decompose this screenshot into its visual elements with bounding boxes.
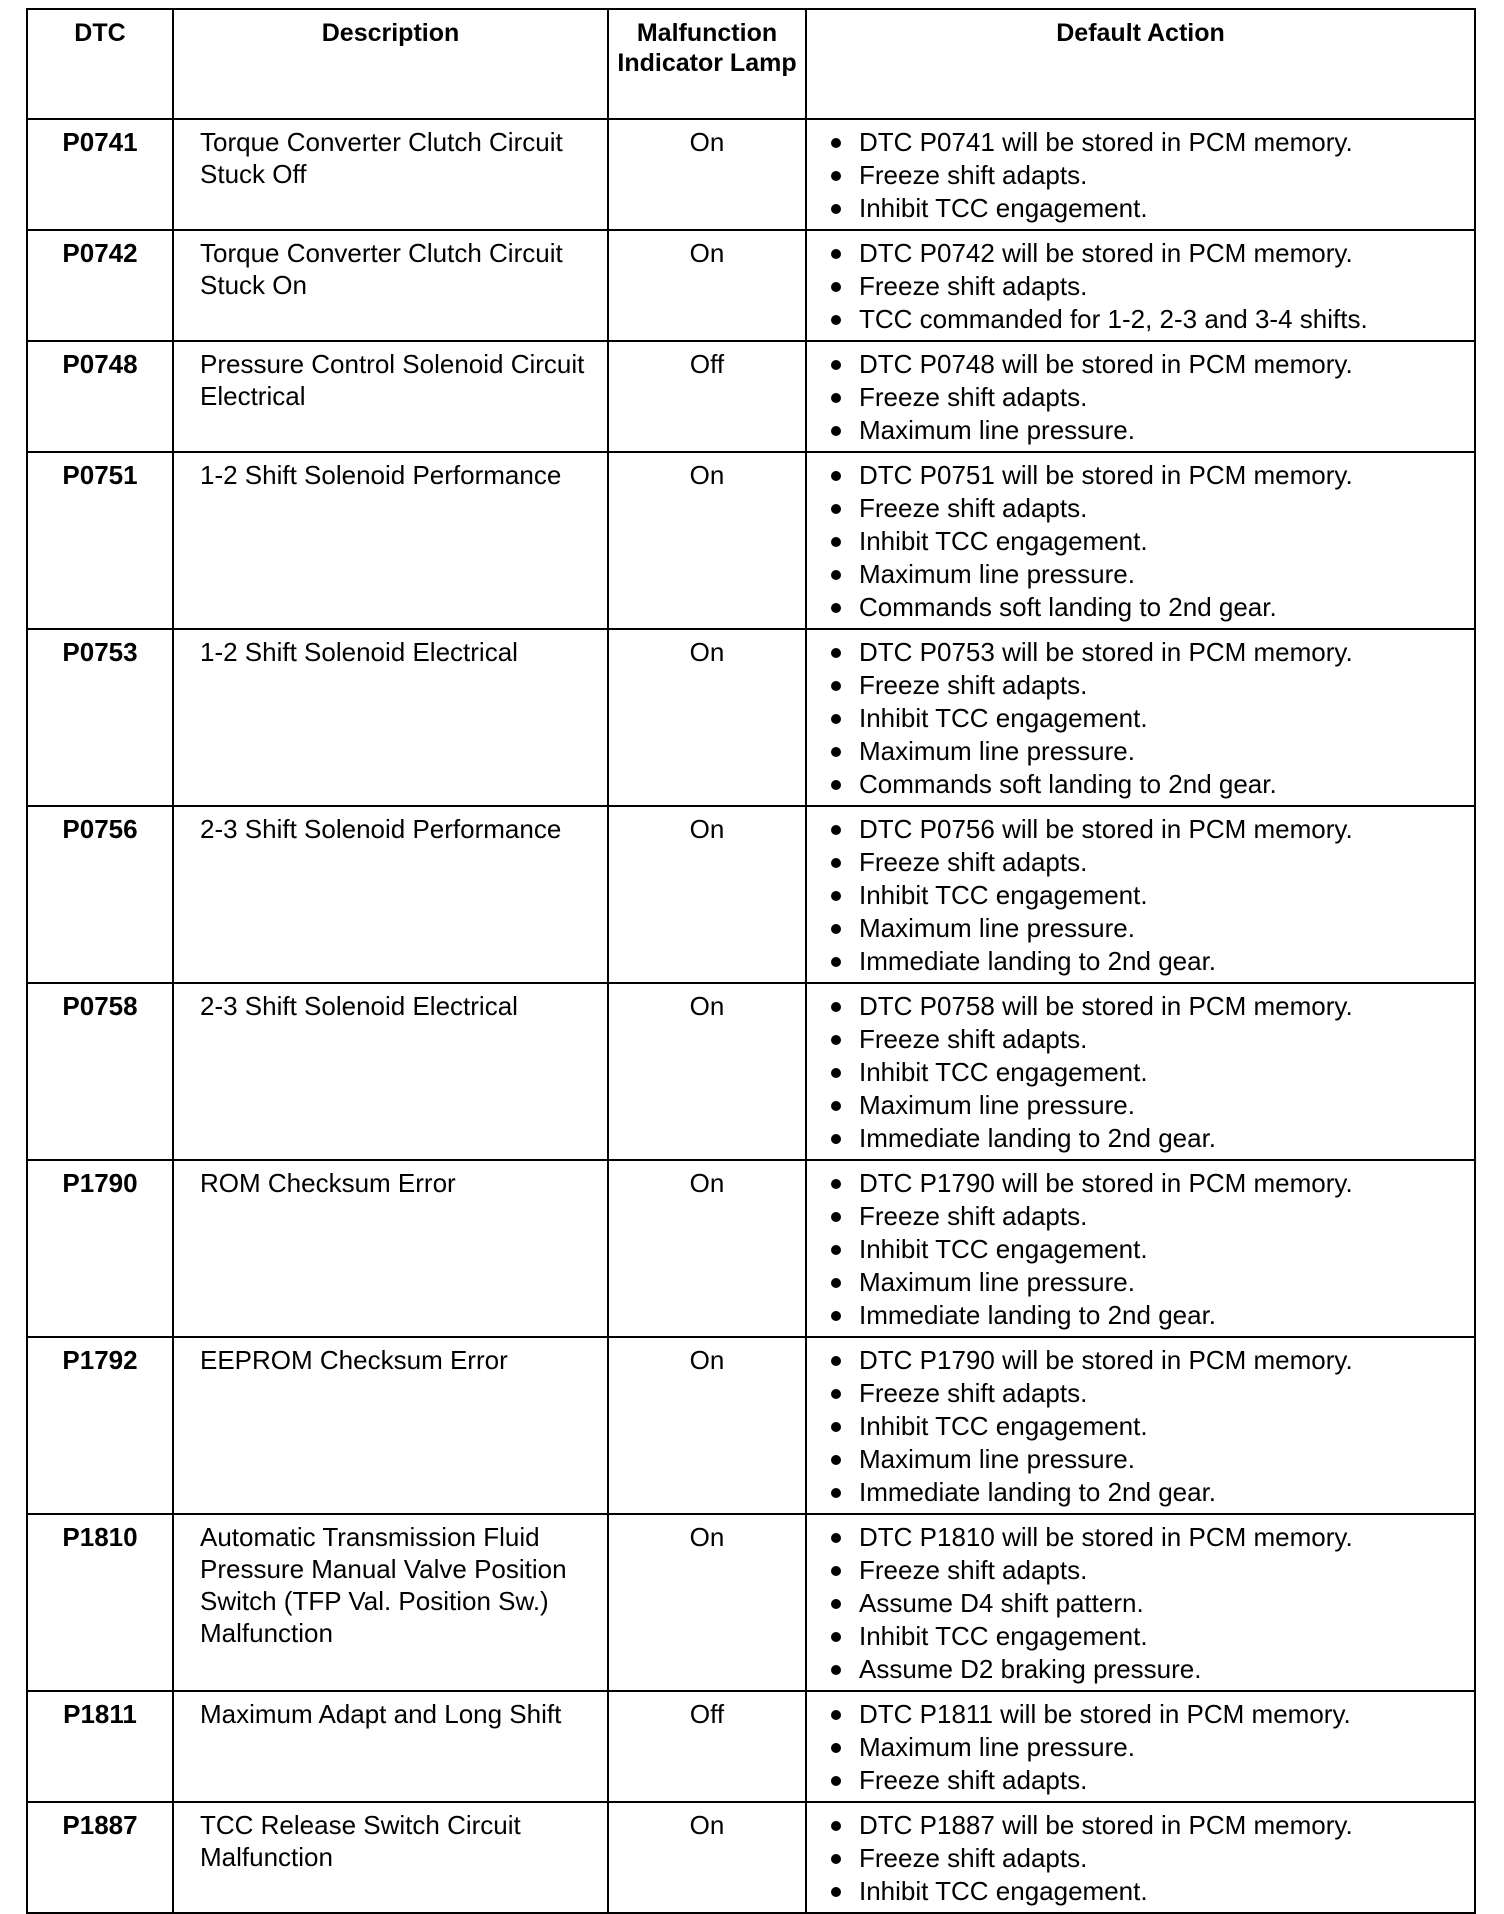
header-dtc: DTC xyxy=(27,9,173,119)
action-item xyxy=(829,735,1464,768)
action-item xyxy=(829,1167,1464,1200)
action-text: Maximum line pressure. xyxy=(859,913,1135,943)
bullet-icon xyxy=(831,1035,841,1045)
mil-status: On xyxy=(608,452,806,629)
table-row xyxy=(27,230,1475,341)
bullet-icon xyxy=(831,1887,841,1897)
bullet-icon xyxy=(831,780,841,790)
action-text: Maximum line pressure. xyxy=(859,1444,1135,1474)
action-list xyxy=(829,459,1464,624)
action-text: Immediate landing to 2nd gear. xyxy=(859,1477,1217,1507)
bullet-icon xyxy=(831,957,841,967)
bullet-icon xyxy=(831,426,841,436)
bullet-icon xyxy=(831,393,841,403)
bullet-icon xyxy=(831,747,841,757)
action-text: Immediate landing to 2nd gear. xyxy=(859,1300,1217,1330)
bullet-icon xyxy=(831,858,841,868)
bullet-icon xyxy=(831,1179,841,1189)
action-text: Inhibit TCC engagement. xyxy=(859,1621,1148,1651)
action-item xyxy=(829,912,1464,945)
header-default-action: Default Action xyxy=(806,9,1475,119)
table-body xyxy=(27,119,1475,1913)
table-row xyxy=(27,1514,1475,1691)
action-text: Immediate landing to 2nd gear. xyxy=(859,1123,1217,1153)
action-text: Inhibit TCC engagement. xyxy=(859,1876,1148,1906)
bullet-icon xyxy=(831,1533,841,1543)
dtc-code: P0758 xyxy=(27,983,173,1160)
action-text: Freeze shift adapts. xyxy=(859,160,1088,190)
action-text: Assume D2 braking pressure. xyxy=(859,1654,1202,1684)
bullet-icon xyxy=(831,1632,841,1642)
action-text: Maximum line pressure. xyxy=(859,736,1135,766)
action-item xyxy=(829,591,1464,624)
header-description: Description xyxy=(173,9,608,119)
bullet-icon xyxy=(831,1278,841,1288)
action-item xyxy=(829,1620,1464,1653)
action-item xyxy=(829,945,1464,978)
bullet-icon xyxy=(831,924,841,934)
action-item xyxy=(829,1842,1464,1875)
bullet-icon xyxy=(831,1311,841,1321)
action-item xyxy=(829,1023,1464,1056)
header-mil: Malfunction Indicator Lamp xyxy=(608,9,806,119)
action-item xyxy=(829,1233,1464,1266)
action-text: Freeze shift adapts. xyxy=(859,1024,1088,1054)
dtc-description: Pressure Control Solenoid Circuit Electrical xyxy=(173,341,608,452)
action-item xyxy=(829,126,1464,159)
action-text: Freeze shift adapts. xyxy=(859,382,1088,412)
action-item xyxy=(829,702,1464,735)
bullet-icon xyxy=(831,1665,841,1675)
bullet-icon xyxy=(831,648,841,658)
dtc-code: P0756 xyxy=(27,806,173,983)
action-item xyxy=(829,768,1464,801)
default-action-cell xyxy=(806,452,1475,629)
table-header xyxy=(27,9,1475,119)
action-text: DTC P0756 will be stored in PCM memory. xyxy=(859,814,1353,844)
table-row xyxy=(27,1337,1475,1514)
mil-status: On xyxy=(608,983,806,1160)
action-list xyxy=(829,636,1464,801)
mil-status: On xyxy=(608,1337,806,1514)
action-text: DTC P1790 will be stored in PCM memory. xyxy=(859,1345,1353,1375)
action-text: Immediate landing to 2nd gear. xyxy=(859,946,1217,976)
action-item xyxy=(829,1809,1464,1842)
default-action-cell xyxy=(806,1337,1475,1514)
action-item xyxy=(829,159,1464,192)
table-row xyxy=(27,983,1475,1160)
action-text: Freeze shift adapts. xyxy=(859,271,1088,301)
action-text: DTC P0758 will be stored in PCM memory. xyxy=(859,991,1353,1021)
bullet-icon xyxy=(831,171,841,181)
dtc-code: P0742 xyxy=(27,230,173,341)
action-item xyxy=(829,813,1464,846)
bullet-icon xyxy=(831,504,841,514)
action-item xyxy=(829,1443,1464,1476)
action-item xyxy=(829,879,1464,912)
action-text: Maximum line pressure. xyxy=(859,559,1135,589)
dtc-description: 2-3 Shift Solenoid Performance xyxy=(173,806,608,983)
action-item xyxy=(829,636,1464,669)
action-list xyxy=(829,990,1464,1155)
bullet-icon xyxy=(831,1455,841,1465)
action-item xyxy=(829,1875,1464,1908)
action-item xyxy=(829,1089,1464,1122)
action-item xyxy=(829,1653,1464,1686)
action-item xyxy=(829,270,1464,303)
bullet-icon xyxy=(831,1356,841,1366)
action-item xyxy=(829,669,1464,702)
action-item xyxy=(829,192,1464,225)
bullet-icon xyxy=(831,1599,841,1609)
action-text: Assume D4 shift pattern. xyxy=(859,1588,1144,1618)
action-item xyxy=(829,1344,1464,1377)
bullet-icon xyxy=(831,1245,841,1255)
default-action-cell xyxy=(806,1802,1475,1913)
bullet-icon xyxy=(831,1134,841,1144)
bullet-icon xyxy=(831,825,841,835)
action-text: Inhibit TCC engagement. xyxy=(859,703,1148,733)
mil-status: On xyxy=(608,1160,806,1337)
action-text: Freeze shift adapts. xyxy=(859,493,1088,523)
action-item xyxy=(829,303,1464,336)
dtc-description: 1-2 Shift Solenoid Performance xyxy=(173,452,608,629)
action-item xyxy=(829,1521,1464,1554)
action-list xyxy=(829,813,1464,978)
bullet-icon xyxy=(831,1566,841,1576)
default-action-cell xyxy=(806,1160,1475,1337)
action-item xyxy=(829,1731,1464,1764)
dtc-code: P1887 xyxy=(27,1802,173,1913)
action-text: Freeze shift adapts. xyxy=(859,670,1088,700)
bullet-icon xyxy=(831,1389,841,1399)
action-item xyxy=(829,525,1464,558)
action-item xyxy=(829,1554,1464,1587)
action-text: DTC P0742 will be stored in PCM memory. xyxy=(859,238,1353,268)
action-text: Inhibit TCC engagement. xyxy=(859,193,1148,223)
bullet-icon xyxy=(831,1002,841,1012)
action-text: Freeze shift adapts. xyxy=(859,1378,1088,1408)
action-item xyxy=(829,1377,1464,1410)
dtc-description: Maximum Adapt and Long Shift xyxy=(173,1691,608,1802)
header-row xyxy=(27,9,1475,119)
default-action-cell xyxy=(806,983,1475,1160)
bullet-icon xyxy=(831,282,841,292)
bullet-icon xyxy=(831,1212,841,1222)
action-text: DTC P0751 will be stored in PCM memory. xyxy=(859,460,1353,490)
dtc-description: Torque Converter Clutch Circuit Stuck Off xyxy=(173,119,608,230)
bullet-icon xyxy=(831,1422,841,1432)
action-item xyxy=(829,1266,1464,1299)
action-item xyxy=(829,1698,1464,1731)
action-item xyxy=(829,1122,1464,1155)
action-list xyxy=(829,126,1464,225)
bullet-icon xyxy=(831,681,841,691)
default-action-cell xyxy=(806,230,1475,341)
table-row xyxy=(27,119,1475,230)
mil-status: On xyxy=(608,806,806,983)
action-list xyxy=(829,1521,1464,1686)
action-text: Inhibit TCC engagement. xyxy=(859,1057,1148,1087)
dtc-table xyxy=(26,8,1476,1914)
bullet-icon xyxy=(831,1743,841,1753)
action-item xyxy=(829,348,1464,381)
mil-status: On xyxy=(608,119,806,230)
action-item xyxy=(829,381,1464,414)
bullet-icon xyxy=(831,138,841,148)
action-item xyxy=(829,1410,1464,1443)
action-text: DTC P1887 will be stored in PCM memory. xyxy=(859,1810,1353,1840)
default-action-cell xyxy=(806,119,1475,230)
dtc-description: TCC Release Switch Circuit Malfunction xyxy=(173,1802,608,1913)
bullet-icon xyxy=(831,471,841,481)
bullet-icon xyxy=(831,570,841,580)
action-item xyxy=(829,237,1464,270)
default-action-cell xyxy=(806,1691,1475,1802)
dtc-code: P1790 xyxy=(27,1160,173,1337)
action-list xyxy=(829,237,1464,336)
action-text: TCC commanded for 1-2, 2-3 and 3-4 shifts. xyxy=(859,304,1368,334)
mil-status: On xyxy=(608,230,806,341)
action-item xyxy=(829,1587,1464,1620)
dtc-code: P1792 xyxy=(27,1337,173,1514)
action-item xyxy=(829,459,1464,492)
dtc-code: P0748 xyxy=(27,341,173,452)
bullet-icon xyxy=(831,360,841,370)
dtc-description: ROM Checksum Error xyxy=(173,1160,608,1337)
action-list xyxy=(829,1698,1464,1797)
default-action-cell xyxy=(806,1514,1475,1691)
mil-status: On xyxy=(608,1802,806,1913)
dtc-code: P1810 xyxy=(27,1514,173,1691)
action-text: Freeze shift adapts. xyxy=(859,1765,1088,1795)
table-row xyxy=(27,629,1475,806)
action-text: Maximum line pressure. xyxy=(859,1267,1135,1297)
action-text: DTC P1811 will be stored in PCM memory. xyxy=(859,1699,1351,1729)
bullet-icon xyxy=(831,603,841,613)
action-item xyxy=(829,846,1464,879)
action-item xyxy=(829,1299,1464,1332)
action-text: DTC P0753 will be stored in PCM memory. xyxy=(859,637,1353,667)
action-text: Commands soft landing to 2nd gear. xyxy=(859,592,1277,622)
dtc-description: EEPROM Checksum Error xyxy=(173,1337,608,1514)
action-list xyxy=(829,1344,1464,1509)
action-text: Freeze shift adapts. xyxy=(859,847,1088,877)
bullet-icon xyxy=(831,1101,841,1111)
bullet-icon xyxy=(831,249,841,259)
bullet-icon xyxy=(831,1776,841,1786)
dtc-code: P1811 xyxy=(27,1691,173,1802)
action-text: Maximum line pressure. xyxy=(859,1090,1135,1120)
table-row xyxy=(27,1802,1475,1913)
action-item xyxy=(829,1056,1464,1089)
bullet-icon xyxy=(831,537,841,547)
table-row xyxy=(27,806,1475,983)
dtc-description: 1-2 Shift Solenoid Electrical xyxy=(173,629,608,806)
dtc-description: Torque Converter Clutch Circuit Stuck On xyxy=(173,230,608,341)
action-text: Inhibit TCC engagement. xyxy=(859,526,1148,556)
table-row xyxy=(27,452,1475,629)
mil-status: Off xyxy=(608,341,806,452)
action-list xyxy=(829,1167,1464,1332)
default-action-cell xyxy=(806,341,1475,452)
bullet-icon xyxy=(831,714,841,724)
dtc-code: P0753 xyxy=(27,629,173,806)
dtc-code: P0741 xyxy=(27,119,173,230)
action-text: DTC P1810 will be stored in PCM memory. xyxy=(859,1522,1353,1552)
dtc-table-container xyxy=(26,8,1474,1914)
table-row xyxy=(27,341,1475,452)
bullet-icon xyxy=(831,1068,841,1078)
action-text: DTC P0741 will be stored in PCM memory. xyxy=(859,127,1353,157)
action-text: Maximum line pressure. xyxy=(859,1732,1135,1762)
action-item xyxy=(829,492,1464,525)
action-item xyxy=(829,990,1464,1023)
action-text: DTC P0748 will be stored in PCM memory. xyxy=(859,349,1353,379)
table-row xyxy=(27,1691,1475,1802)
mil-status: On xyxy=(608,629,806,806)
action-text: DTC P1790 will be stored in PCM memory. xyxy=(859,1168,1353,1198)
action-text: Freeze shift adapts. xyxy=(859,1555,1088,1585)
action-text: Inhibit TCC engagement. xyxy=(859,1411,1148,1441)
action-item xyxy=(829,1200,1464,1233)
bullet-icon xyxy=(831,1821,841,1831)
action-item xyxy=(829,1476,1464,1509)
table-row xyxy=(27,1160,1475,1337)
action-list xyxy=(829,348,1464,447)
bullet-icon xyxy=(831,1710,841,1720)
bullet-icon xyxy=(831,204,841,214)
action-text: Freeze shift adapts. xyxy=(859,1843,1088,1873)
default-action-cell xyxy=(806,806,1475,983)
action-item xyxy=(829,414,1464,447)
action-text: Inhibit TCC engagement. xyxy=(859,880,1148,910)
mil-status: On xyxy=(608,1514,806,1691)
bullet-icon xyxy=(831,891,841,901)
action-text: Commands soft landing to 2nd gear. xyxy=(859,769,1277,799)
action-list xyxy=(829,1809,1464,1908)
dtc-code: P0751 xyxy=(27,452,173,629)
bullet-icon xyxy=(831,315,841,325)
mil-status: Off xyxy=(608,1691,806,1802)
action-text: Inhibit TCC engagement. xyxy=(859,1234,1148,1264)
default-action-cell xyxy=(806,629,1475,806)
dtc-description: Automatic Transmission Fluid Pressure Manual Valve Position Switch (TFP Val. Position Sw.) Malfunction xyxy=(173,1514,608,1691)
bullet-icon xyxy=(831,1488,841,1498)
action-item xyxy=(829,1764,1464,1797)
dtc-description: 2-3 Shift Solenoid Electrical xyxy=(173,983,608,1160)
action-text: Maximum line pressure. xyxy=(859,415,1135,445)
action-text: Freeze shift adapts. xyxy=(859,1201,1088,1231)
action-item xyxy=(829,558,1464,591)
bullet-icon xyxy=(831,1854,841,1864)
